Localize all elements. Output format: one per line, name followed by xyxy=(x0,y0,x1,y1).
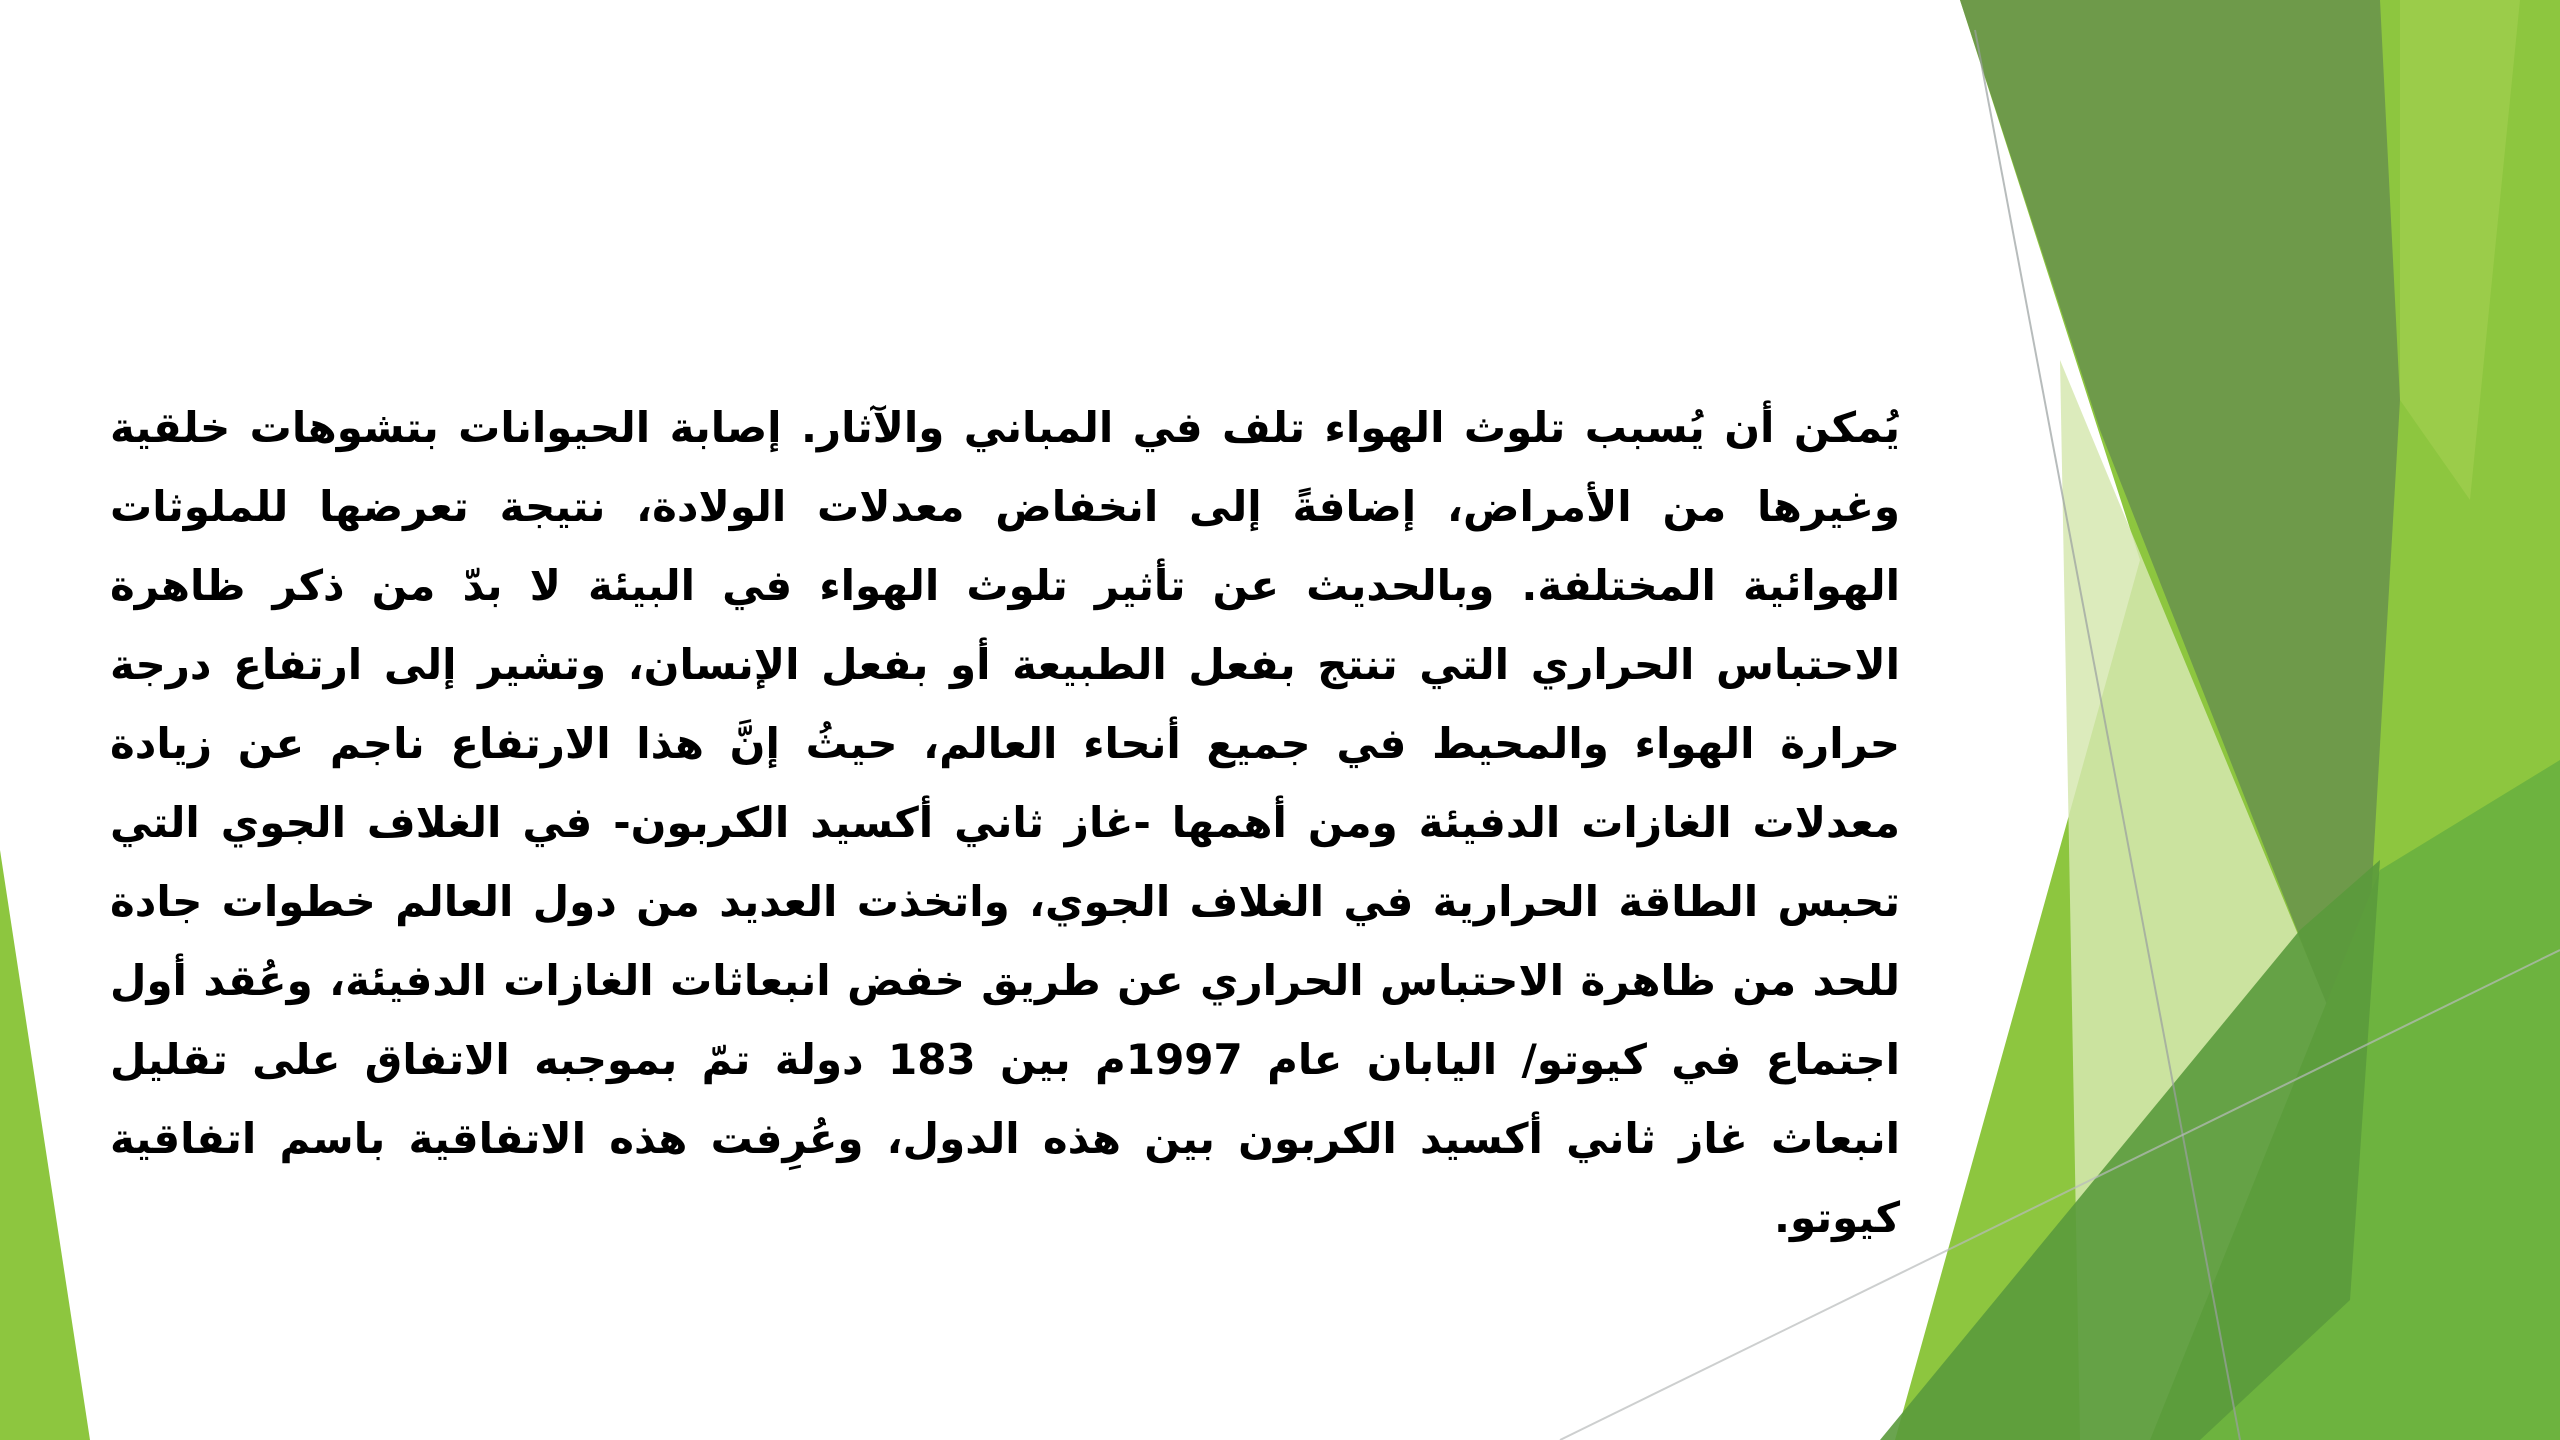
body-paragraph: يُمكن أن يُسبب تلوث الهواء تلف في المباني والآثار. إصابة الحيوانات بتشوهات خلقية وغيرها من الأمراض، إضافةً إلى انخفاض معدلات الولادة، نتيجة تعرضها للملوثات الهوائية المختلفة. وبالحديث عن تأثير تلوث الهواء في البيئة لا بدّ من ذكر ظاهرة الاحتباس الحراري التي تنتج بفعل الطبيعة أو بفعل الإنسان، وتشير إلى ارتفاع درجة حرارة الهواء والمحيط في جميع أنحاء العالم، حيثُ إنَّ هذا الارتفاع ناجم عن زيادة معدلات الغازات الدفيئة ومن أهمها -غاز ثاني أكسيد الكربون- في الغلاف الجوي التي تحبس الطاقة الحرارية في الغلاف الجوي، واتخذت العديد من دول العالم خطوات جادة للحد من ظاهرة الاحتباس الحراري عن طريق خفض انبعاثات الغازات الدفيئة، وعُقد أول اجتماع في كيوتو/ اليابان عام 1997م بين 183 دولة تمّ بموجبه الاتفاق على تقليل انبعاث غاز ثاني أكسيد الكربون بين هذه الدول، وعُرِفت هذه الاتفاقية باسم اتفاقية كيوتو. xyxy=(110,403,1900,1242)
left-green-sliver xyxy=(0,850,90,1440)
